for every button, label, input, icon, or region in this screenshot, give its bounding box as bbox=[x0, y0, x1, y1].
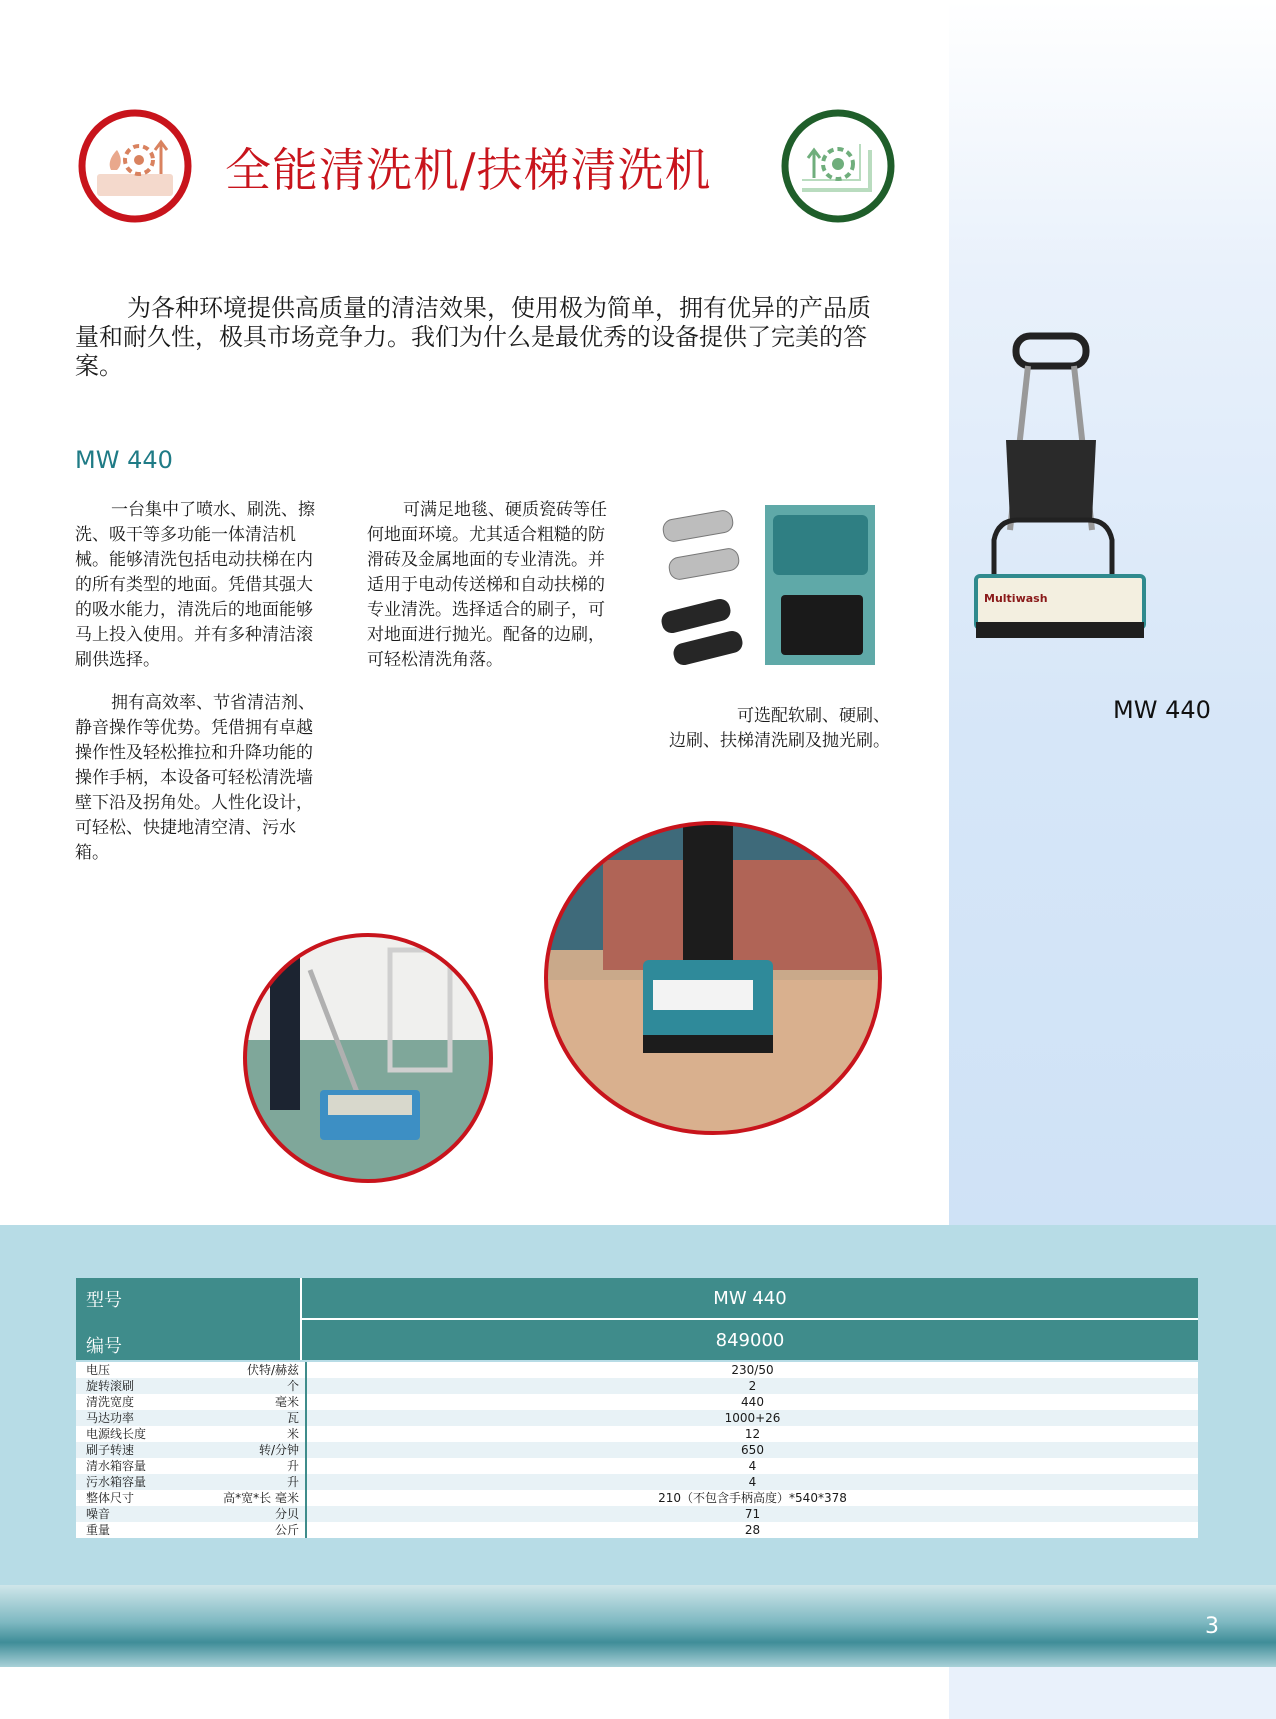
spec-row bbox=[76, 1426, 1198, 1442]
description-paragraph: 一台集中了喷水、刷洗、擦洗、吸干等多功能一体清洁机械。能够清洗包括电动扶梯在内的所有类型的地面。凭借其强大的吸水能力，清洗后的地面能够马上投入使用。并有多种清洁滚刷供选择。 bbox=[75, 500, 315, 670]
spec-row bbox=[76, 1506, 1198, 1522]
spec-unit: 升 bbox=[193, 1458, 306, 1474]
spec-unit: 转/分钟 bbox=[193, 1442, 306, 1458]
page-number: 3 bbox=[1205, 1614, 1219, 1639]
spec-row bbox=[76, 1410, 1198, 1426]
spec-name: 重量 bbox=[76, 1522, 193, 1538]
model-value: MW 440 bbox=[301, 1278, 1198, 1319]
description-paragraph: 拥有高效率、节省清洁剂、静音操作等优势。凭借拥有卓越操作性及轻松推拉和升降功能的操作手柄，本设备可轻松清洗墙壁下沿及拐角处。人性化设计，可轻松、快捷地清空清、污水箱。 bbox=[75, 693, 315, 863]
spec-row bbox=[76, 1474, 1198, 1490]
spec-value: 230/50 bbox=[306, 1362, 1198, 1378]
spec-unit: 高*宽*长 毫米 bbox=[193, 1490, 306, 1506]
spec-name: 电源线长度 bbox=[76, 1426, 193, 1442]
usage-photo-escalator bbox=[543, 820, 883, 1136]
spec-unit: 公斤 bbox=[193, 1522, 306, 1538]
spec-unit: 毫米 bbox=[193, 1394, 306, 1410]
spec-name: 刷子转速 bbox=[76, 1442, 193, 1458]
caption-line: 边刷、扶梯清洗刷及抛光刷。 bbox=[669, 731, 890, 751]
model-label: 型号 bbox=[86, 1290, 122, 1311]
spec-row bbox=[76, 1394, 1198, 1410]
spec-value: 4 bbox=[306, 1458, 1198, 1474]
spec-row bbox=[76, 1378, 1198, 1394]
spec-value: 12 bbox=[306, 1426, 1198, 1442]
spec-row bbox=[76, 1458, 1198, 1474]
spec-row bbox=[76, 1490, 1198, 1506]
spec-name: 噪音 bbox=[76, 1506, 193, 1522]
spec-unit: 米 bbox=[193, 1426, 306, 1442]
bottom-strip bbox=[949, 1667, 1276, 1719]
spec-unit: 升 bbox=[193, 1474, 306, 1490]
spec-value: 4 bbox=[306, 1474, 1198, 1490]
cleaning-badge-icon bbox=[77, 108, 193, 224]
spec-name: 马达功率 bbox=[76, 1410, 193, 1426]
footer-band bbox=[0, 1585, 1276, 1667]
product-model-label: MW 440 bbox=[1113, 696, 1211, 724]
spec-unit: 个 bbox=[193, 1378, 306, 1394]
brush-options-caption bbox=[640, 704, 890, 754]
usage-photo-hallway bbox=[240, 930, 496, 1186]
spec-unit: 瓦 bbox=[193, 1410, 306, 1426]
description-column-2 bbox=[367, 498, 619, 673]
code-label: 编号 bbox=[86, 1336, 122, 1357]
spec-value: 71 bbox=[306, 1506, 1198, 1522]
spec-name: 清洗宽度 bbox=[76, 1394, 193, 1410]
spec-value: 1000+26 bbox=[306, 1410, 1198, 1426]
spec-unit: 分贝 bbox=[193, 1506, 306, 1522]
spec-unit: 伏特/赫兹 bbox=[193, 1362, 306, 1378]
machine-product-photo bbox=[968, 330, 1153, 660]
spec-name: 清水箱容量 bbox=[76, 1458, 193, 1474]
spec-row bbox=[76, 1522, 1198, 1538]
intro-paragraph: 为各种环境提供高质量的清洁效果，使用极为简单，拥有优异的产品质量和耐久性，极具市场竞争力。我们为什么是最优秀的设备提供了完美的答案。 bbox=[75, 294, 871, 380]
description-column-1 bbox=[75, 498, 327, 866]
spec-name: 污水箱容量 bbox=[76, 1474, 193, 1490]
spec-value: 28 bbox=[306, 1522, 1198, 1538]
spec-header-labels bbox=[76, 1278, 301, 1360]
model-heading: MW 440 bbox=[75, 446, 173, 474]
code-value: 849000 bbox=[301, 1319, 1198, 1360]
spec-row bbox=[76, 1362, 1198, 1378]
description-paragraph: 可满足地毯、硬质瓷砖等任何地面环境。尤其适合粗糙的防滑砖及金属地面的专业清洗。并适用于电动传送梯和自动扶梯的专业清洗。选择适合的刷子，可对地面进行抛光。配备的边刷，可轻松清洗角落。 bbox=[367, 500, 607, 670]
brush-options-photo bbox=[655, 505, 875, 670]
machine-brand-text: Multiwash bbox=[984, 592, 1048, 605]
spec-value: 440 bbox=[306, 1394, 1198, 1410]
spec-value: 210（不包含手柄高度）*540*378 bbox=[306, 1490, 1198, 1506]
spec-name: 旋转滚刷 bbox=[76, 1378, 193, 1394]
spec-value: 650 bbox=[306, 1442, 1198, 1458]
spec-row bbox=[76, 1442, 1198, 1458]
spec-name: 电压 bbox=[76, 1362, 193, 1378]
spec-table bbox=[76, 1278, 1198, 1360]
spec-rows-table bbox=[76, 1362, 1198, 1538]
spec-name: 整体尺寸 bbox=[76, 1490, 193, 1506]
spec-value: 2 bbox=[306, 1378, 1198, 1394]
escalator-badge-icon bbox=[780, 108, 896, 224]
caption-line: 可选配软刷、硬刷、 bbox=[737, 706, 890, 726]
page-title: 全能清洗机/扶梯清洗机 bbox=[225, 143, 712, 197]
